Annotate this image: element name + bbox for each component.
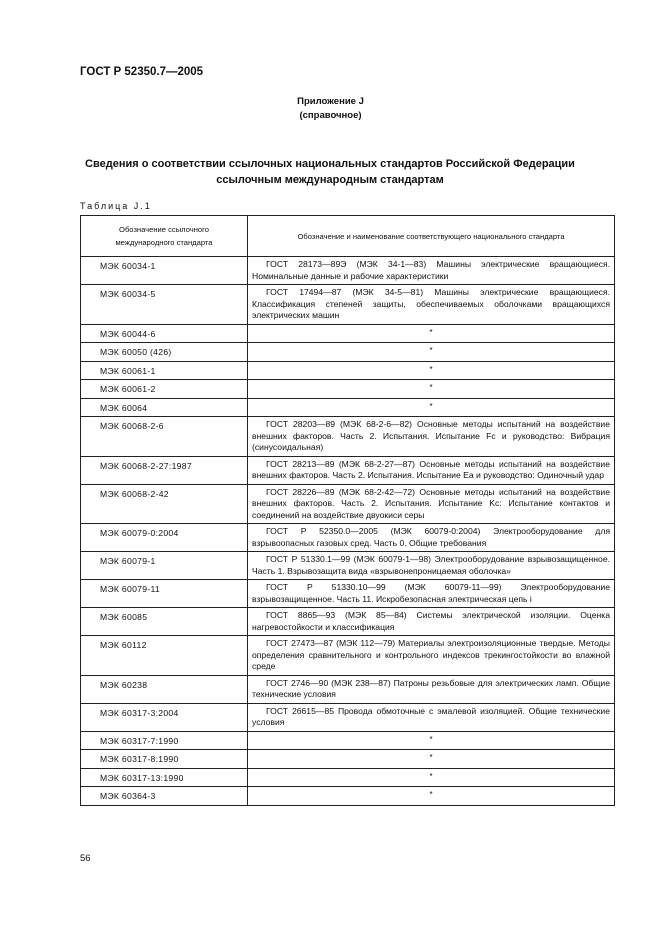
intl-standard-code: МЭК 60238 [81,675,248,703]
intl-standard-code: МЭК 60061-2 [81,380,248,399]
intl-standard-code: МЭК 60079-1 [81,552,248,580]
page-number: 56 [80,853,91,864]
national-standard-description: ГОСТ 27473—87 (МЭК 112—79) Материалы электроизоляционные твердые. Методы определения сравнительного и контрольного индексов трекингостойкости во влажной среде [252,638,610,671]
no-equivalent-marker: * [248,768,615,787]
table-row [81,343,615,362]
table-row [81,636,615,676]
table-row [81,285,615,325]
intl-standard-code: МЭК 60112 [81,636,248,676]
no-equivalent-marker: * [248,398,615,417]
national-standard-description: ГОСТ Р 52350.0—2005 (МЭК 60079-0:2004) Электрооборудование для взрывоопасных газовых сред. Часть 0. Общие требования [252,526,610,548]
col1-header-line1: Обозначение ссылочного [119,225,209,234]
table-row [81,380,615,399]
table-row [81,750,615,769]
intl-standard-code: МЭК 60317-13:1990 [81,768,248,787]
table-row [81,524,615,552]
standards-table [80,215,615,806]
national-standard-text [248,417,615,457]
intl-standard-code: МЭК 60044-6 [81,324,248,343]
national-standard-description: ГОСТ Р 51330.10—99 (МЭК 60079-11—99) Электрооборудование взрывозащищенное. Часть 11. Искробезопасная электрическая цепь i [252,582,610,604]
intl-standard-code: МЭК 60034-5 [81,285,248,325]
col1-header [81,216,248,257]
national-standard-text [248,285,615,325]
intl-standard-code: МЭК 60317-8:1990 [81,750,248,769]
national-standard-text [248,257,615,285]
intl-standard-code: МЭК 60050 (426) [81,343,248,362]
no-equivalent-marker: * [248,787,615,806]
intl-standard-code: МЭК 60064 [81,398,248,417]
intl-standard-code: МЭК 60079-0:2004 [81,524,248,552]
no-equivalent-marker: * [248,380,615,399]
document-header: ГОСТ Р 52350.7—2005 [80,66,204,78]
table-row [81,675,615,703]
table-row [81,456,615,484]
national-standard-description: ГОСТ 28173—89Э (МЭК 34-1—83) Машины электрические вращающиеся. Номинальные данные и рабочие характеристики [252,259,610,281]
intl-standard-code: МЭК 60317-7:1990 [81,731,248,750]
national-standard-text [248,703,615,731]
intl-standard-code: МЭК 60317-3:2004 [81,703,248,731]
col2-header: Обозначение и наименование соответствующего национального стандарта [248,216,615,257]
table-row [81,257,615,285]
intl-standard-code: МЭК 60364-3 [81,787,248,806]
national-standard-description: ГОСТ 17494—87 (МЭК 34-5—81) Машины электрические вращающиеся. Классификация степеней защиты, обеспечиваемых оболочками вращающихся электрических машин [252,287,610,320]
intl-standard-code: МЭК 60061-1 [81,361,248,380]
national-standard-text [248,580,615,608]
table-row [81,361,615,380]
national-standard-text [248,456,615,484]
national-standard-text [248,636,615,676]
no-equivalent-marker: * [248,343,615,362]
intl-standard-code: МЭК 60085 [81,608,248,636]
intl-standard-code: МЭК 60079-11 [81,580,248,608]
table-row [81,703,615,731]
national-standard-description: ГОСТ Р 51330.1—99 (МЭК 60079-1—98) Электрооборудование взрывозащищенное. Часть 1. Взрывозащита вида «взрывонепроницаемая оболочка» [252,554,610,576]
national-standard-text [248,675,615,703]
national-standard-description: ГОСТ 28226—89 (МЭК 68-2-42—72) Основные методы испытаний на воздействие внешних факторов. Часть 2. Испытания. Испытание Kc: Испытание контактов и соединений на воздействие двуокиси серы [252,486,610,520]
national-standard-text [248,524,615,552]
table-row [81,484,615,524]
section-title-line2: ссылочным международным стандартам [216,174,444,186]
table-row [81,787,615,806]
intl-standard-code: МЭК 60068-2-6 [81,417,248,457]
table-row [81,768,615,787]
national-standard-description: ГОСТ 28203—89 (МЭК 68-2-6—82) Основные методы испытаний на воздействие внешних факторов. Часть 2. Испытания. Испытание Fc и руководство: Вибрация (синусоидальная) [252,419,610,452]
intl-standard-code: МЭК 60068-2-42 [81,484,248,524]
table-row [81,731,615,750]
appendix-subtitle: (справочное) [299,110,362,121]
col1-header-line2: международного стандарта [115,238,213,247]
national-standard-description: ГОСТ 8865—93 (МЭК 85—84) Системы электрической изоляции. Оценка нагревостойкости и классификация [252,610,610,632]
table-row [81,552,615,580]
national-standard-text [248,484,615,524]
no-equivalent-marker: * [248,731,615,750]
no-equivalent-marker: * [248,750,615,769]
national-standard-description: ГОСТ 2746—90 (МЭК 238—87) Патроны резьбовые для электрических ламп. Общие технические условия [252,677,610,699]
table-row [81,324,615,343]
national-standard-text [248,608,615,636]
appendix-title: Приложение J [297,96,364,107]
table-row [81,398,615,417]
table-header-row [81,216,615,257]
no-equivalent-marker: * [248,324,615,343]
table-row [81,417,615,457]
intl-standard-code: МЭК 60034-1 [81,257,248,285]
no-equivalent-marker: * [248,361,615,380]
national-standard-description: ГОСТ 26615—85 Провода обмоточные с эмалевой изоляцией. Общие технические условия [252,705,610,727]
table-label: Таблица J.1 [80,201,152,211]
table-row [81,580,615,608]
section-title-line1: Сведения о соответствии ссылочных национальных стандартов Российской Федерации [85,158,575,170]
intl-standard-code: МЭК 60068-2-27:1987 [81,456,248,484]
national-standard-text [248,552,615,580]
national-standard-description: ГОСТ 28213—89 (МЭК 68-2-27—87) Основные методы испытаний на воздействие внешних факторов. Часть 2. Испытания. Испытание Ea и руководство: Одиночный удар [252,458,610,480]
table-row [81,608,615,636]
section-title [70,156,590,188]
